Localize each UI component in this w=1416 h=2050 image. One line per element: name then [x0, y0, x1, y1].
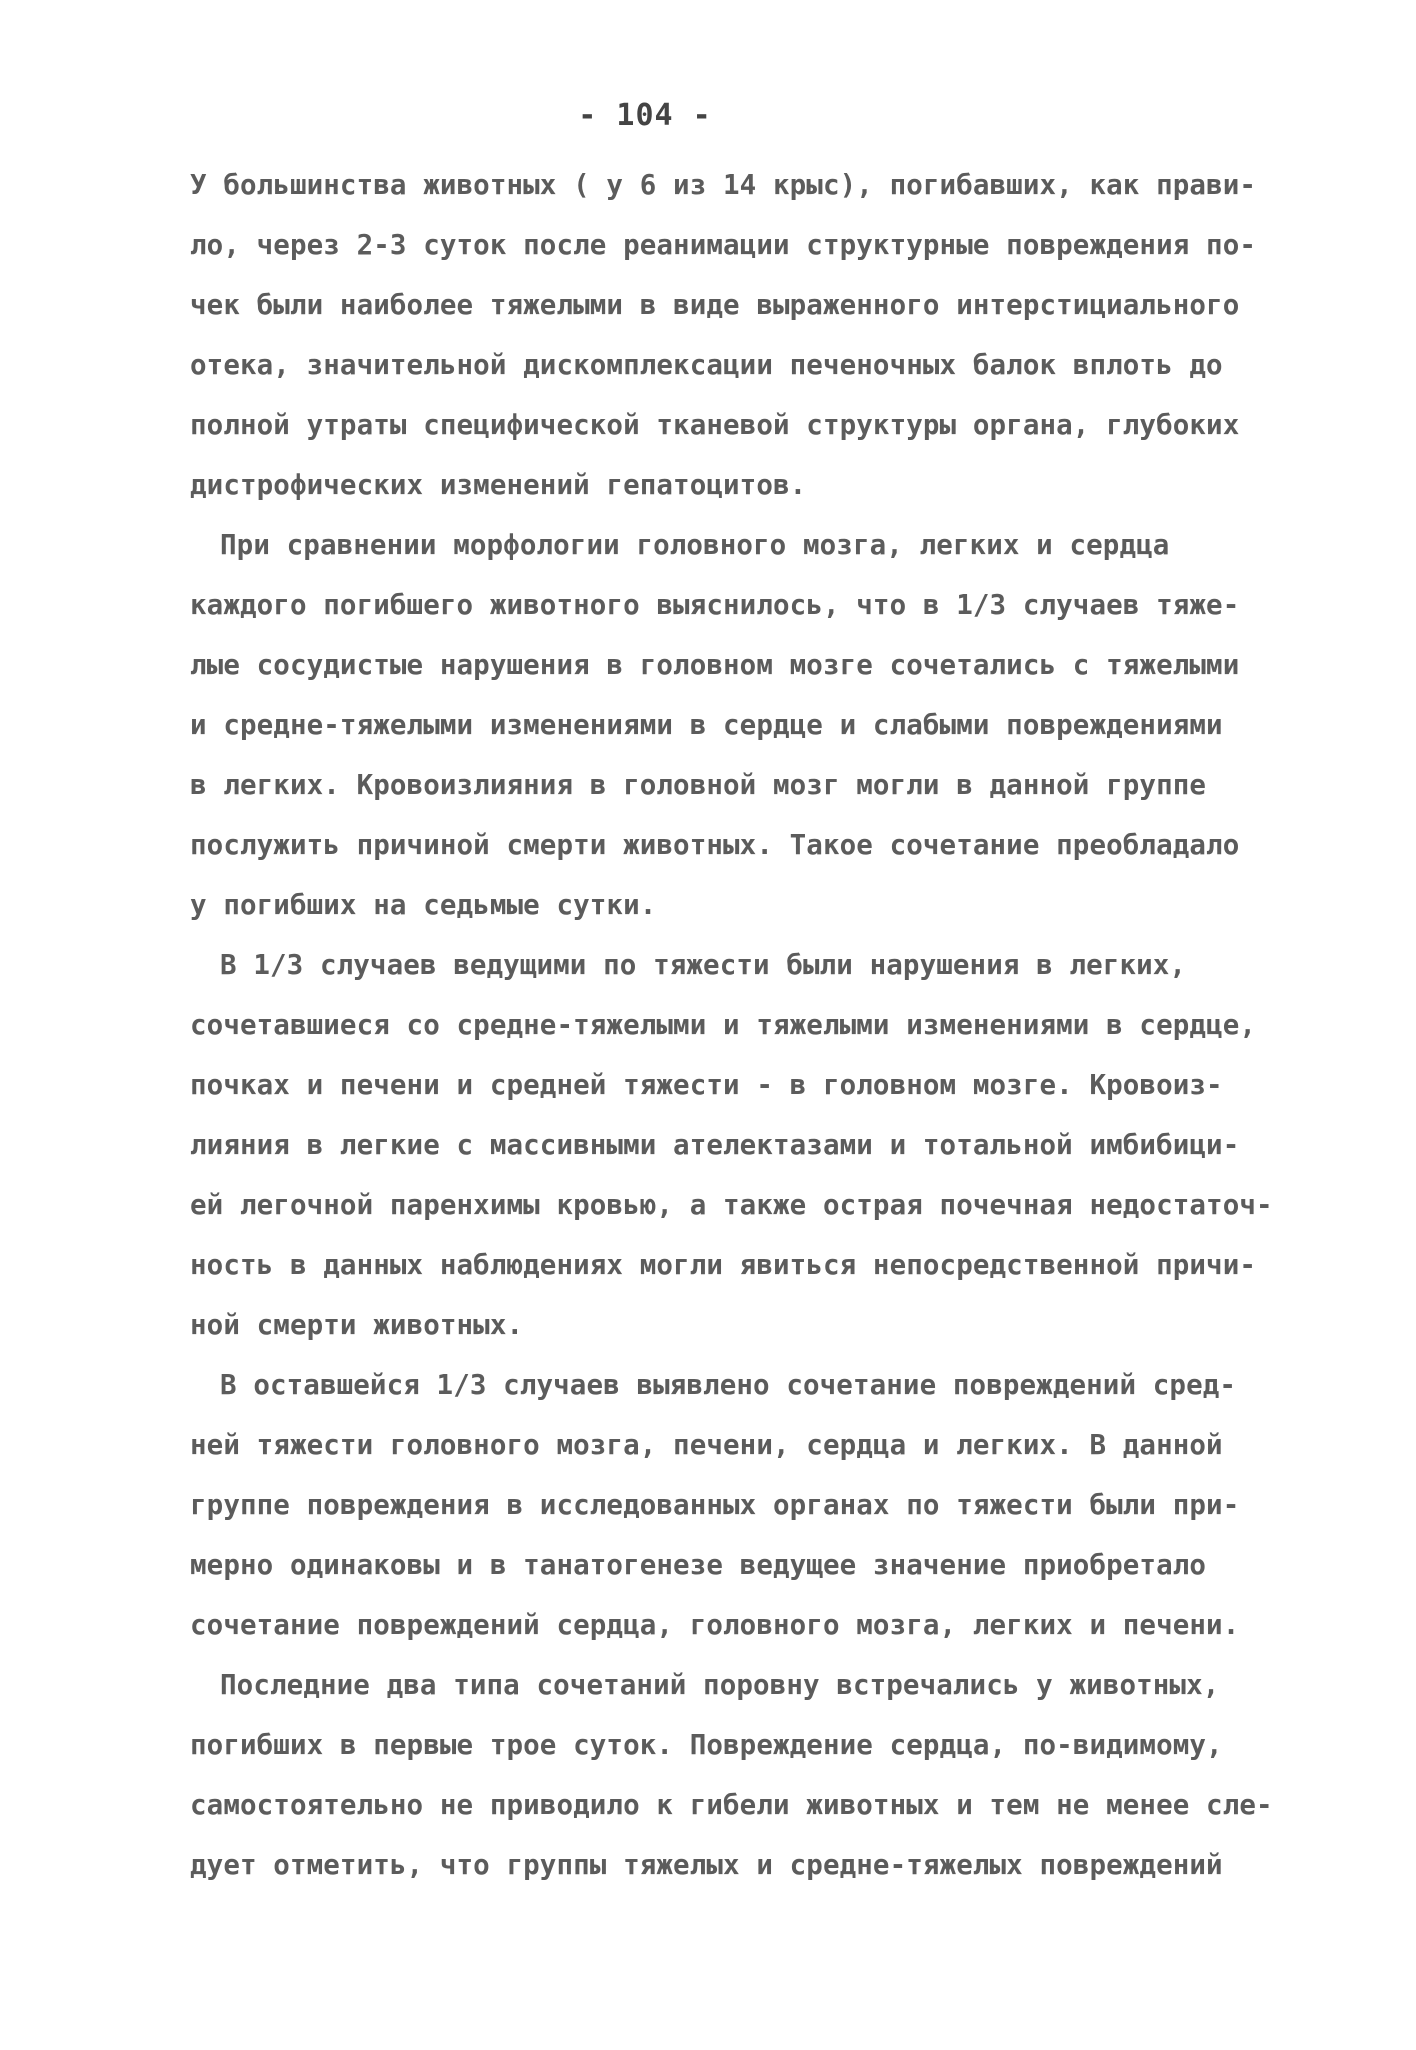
- text-line: сочетавшиеся со средне-тяжелыми и тяжелыми изменениями в сердце,: [190, 1009, 1257, 1041]
- text-line: мерно одинаковы и в танатогенезе ведущее значение приобретало: [190, 1549, 1207, 1581]
- text-line: группе повреждения в исследованных органах по тяжести были при-: [190, 1489, 1240, 1521]
- text-line: ей легочной паренхимы кровью, а также острая почечная недостаточ-: [190, 1189, 1273, 1221]
- text-line: ность в данных наблюдениях могли явиться непосредственной причи-: [190, 1249, 1257, 1281]
- text-line: почках и печени и средней тяжести - в головном мозге. Кровоиз-: [190, 1069, 1223, 1101]
- text-line: ной смерти животных.: [190, 1309, 524, 1341]
- text-line: отека, значительной дискомплексации печеночных балок вплоть до: [190, 349, 1223, 381]
- text-line: в легких. Кровоизлияния в головной мозг могли в данной группе: [190, 769, 1207, 801]
- text-line: каждого погибшего животного выяснилось, что в 1/3 случаев тяже-: [190, 589, 1240, 621]
- text-line: При сравнении морфологии головного мозга, легких и сердца: [220, 529, 1170, 561]
- text-line: у погибших на седьмые сутки.: [190, 889, 657, 921]
- text-line: самостоятельно не приводило к гибели животных и тем не менее сле-: [190, 1789, 1273, 1821]
- text-line: ло, через 2-3 суток после реанимации структурные повреждения по-: [190, 229, 1257, 261]
- text-line: У большинства животных ( у 6 из 14 крыс), погибавших, как прави-: [190, 169, 1257, 201]
- text-line: послужить причиной смерти животных. Такое сочетание преобладало: [190, 829, 1240, 861]
- text-line: лияния в легкие с массивными ателектазами и тотальной имбибици-: [190, 1129, 1240, 1161]
- text-line: дует отметить, что группы тяжелых и средне-тяжелых повреждений: [190, 1849, 1223, 1881]
- body-text: [190, 155, 1335, 1895]
- text-line: погибших в первые трое суток. Повреждение сердца, по-видимому,: [190, 1729, 1223, 1761]
- text-line: чек были наиболее тяжелыми в виде выраженного интерстициального: [190, 289, 1240, 321]
- text-line: дистрофических изменений гепатоцитов.: [190, 469, 807, 501]
- text-line: сочетание повреждений сердца, головного мозга, легких и печени.: [190, 1609, 1240, 1641]
- text-line: Последние два типа сочетаний поровну встречались у животных,: [220, 1669, 1220, 1701]
- text-line: и средне-тяжелыми изменениями в сердце и слабыми повреждениями: [190, 709, 1223, 741]
- text-line: лые сосудистые нарушения в головном мозге сочетались с тяжелыми: [190, 649, 1240, 681]
- page-number: - 104 -: [578, 98, 712, 133]
- text-line: В оставшейся 1/3 случаев выявлено сочетание повреждений сред-: [220, 1369, 1237, 1401]
- text-line: В 1/3 случаев ведущими по тяжести были нарушения в легких,: [220, 949, 1187, 981]
- text-line: полной утраты специфической тканевой структуры органа, глубоких: [190, 409, 1240, 441]
- text-line: ней тяжести головного мозга, печени, сердца и легких. В данной: [190, 1429, 1223, 1461]
